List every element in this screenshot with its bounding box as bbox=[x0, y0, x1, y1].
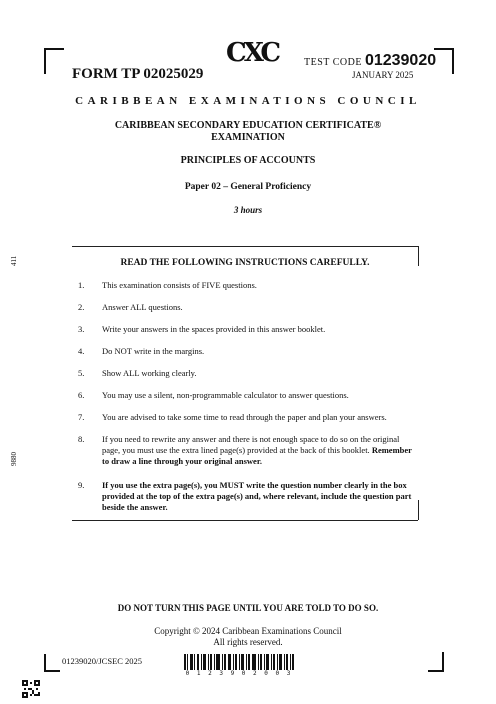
instruction-item bbox=[78, 324, 418, 335]
certificate-title bbox=[60, 120, 436, 144]
instructions-heading: READ THE FOLLOWING INSTRUCTIONS CAREFULLY. bbox=[120, 258, 370, 268]
form-number: FORM TP 02025029 bbox=[72, 66, 204, 82]
corner-mark-top-right bbox=[434, 48, 454, 74]
side-mark-1: 411 bbox=[10, 255, 18, 266]
instruction-number: 5. bbox=[78, 368, 85, 378]
instruction-item bbox=[78, 434, 418, 467]
instruction-item bbox=[78, 280, 418, 291]
duration: 3 hours bbox=[233, 205, 263, 215]
subject-title: PRINCIPLES OF ACCOUNTS bbox=[180, 155, 316, 166]
instruction-number: 2. bbox=[78, 302, 85, 312]
copyright-line-2: All rights reserved. bbox=[213, 637, 283, 647]
cxc-logo: CXC bbox=[226, 38, 279, 68]
instruction-number: 1. bbox=[78, 280, 85, 290]
test-code-label: TEST CODE bbox=[304, 57, 362, 68]
instruction-text: You are advised to take some time to read through the paper and plan your answers. bbox=[102, 412, 387, 422]
instruction-item bbox=[78, 368, 418, 379]
instruction-text-block bbox=[102, 434, 418, 467]
instruction-number: 6. bbox=[78, 390, 85, 400]
instruction-emphasis: Remember to draw a line through your original answer. bbox=[102, 445, 412, 466]
instruction-text: If you need to rewrite any answer and there is not enough space to do so on the original page, you must use the extra lined page(s) provided at the back of this booklet. bbox=[102, 434, 400, 455]
instruction-number: 8. bbox=[78, 434, 85, 444]
test-code bbox=[304, 52, 436, 70]
corner-mark-bottom-right bbox=[428, 652, 444, 672]
instruction-text: You may use a silent, non-programmable calculator to answer questions. bbox=[102, 390, 349, 400]
instruction-number: 3. bbox=[78, 324, 85, 334]
instructions-box-right-bottom bbox=[418, 500, 419, 520]
council-name: CARIBBEAN EXAMINATIONS COUNCIL bbox=[75, 95, 421, 107]
instruction-item bbox=[78, 302, 418, 313]
instruction-number: 7. bbox=[78, 412, 85, 422]
copyright-line-1: Copyright © 2024 Caribbean Examinations Council bbox=[154, 626, 342, 636]
instruction-text: If you use the extra page(s), you MUST write the question number clearly in the box provided at the top of the extra page(s) and, where relevant, include the question part beside the answer. bbox=[102, 480, 412, 512]
footer-code: 01239020/JCSEC 2025 bbox=[62, 656, 143, 666]
instruction-number: 4. bbox=[78, 346, 85, 356]
instructions-box-top bbox=[72, 246, 418, 247]
instruction-text: Show ALL working clearly. bbox=[102, 368, 197, 378]
instruction-item bbox=[78, 390, 418, 401]
qr-code-icon bbox=[22, 680, 40, 698]
instruction-text: Answer ALL questions. bbox=[102, 302, 183, 312]
certificate-line-1: CARIBBEAN SECONDARY EDUCATION CERTIFICATE® bbox=[114, 120, 382, 131]
copyright bbox=[60, 626, 436, 648]
instruction-text: This examination consists of FIVE questions. bbox=[102, 280, 257, 290]
paper-title: Paper 02 – General Proficiency bbox=[184, 182, 312, 192]
instruction-number: 9. bbox=[78, 480, 85, 490]
instruction-text: Write your answers in the spaces provided in this answer booklet. bbox=[102, 324, 326, 334]
exam-date: JANUARY 2025 bbox=[352, 70, 414, 80]
certificate-line-2: EXAMINATION bbox=[211, 132, 285, 143]
barcode-number: 0 1 2 3 9 0 2 0 0 3 bbox=[185, 670, 293, 677]
instruction-item bbox=[78, 412, 418, 423]
instruction-text: Do NOT write in the margins. bbox=[102, 346, 205, 356]
test-code-value: 01239020 bbox=[364, 52, 437, 69]
instruction-item bbox=[78, 480, 418, 513]
corner-mark-bottom-left bbox=[44, 654, 60, 672]
barcode-icon bbox=[184, 654, 294, 670]
instructions-box-right-top bbox=[418, 246, 419, 266]
do-not-turn-notice: DO NOT TURN THIS PAGE UNTIL YOU ARE TOLD TO DO SO. bbox=[117, 603, 379, 613]
instructions-box-bottom bbox=[72, 520, 418, 521]
corner-mark-top-left bbox=[44, 48, 64, 74]
instruction-item bbox=[78, 346, 418, 357]
side-mark-2: 9880 bbox=[10, 452, 18, 466]
